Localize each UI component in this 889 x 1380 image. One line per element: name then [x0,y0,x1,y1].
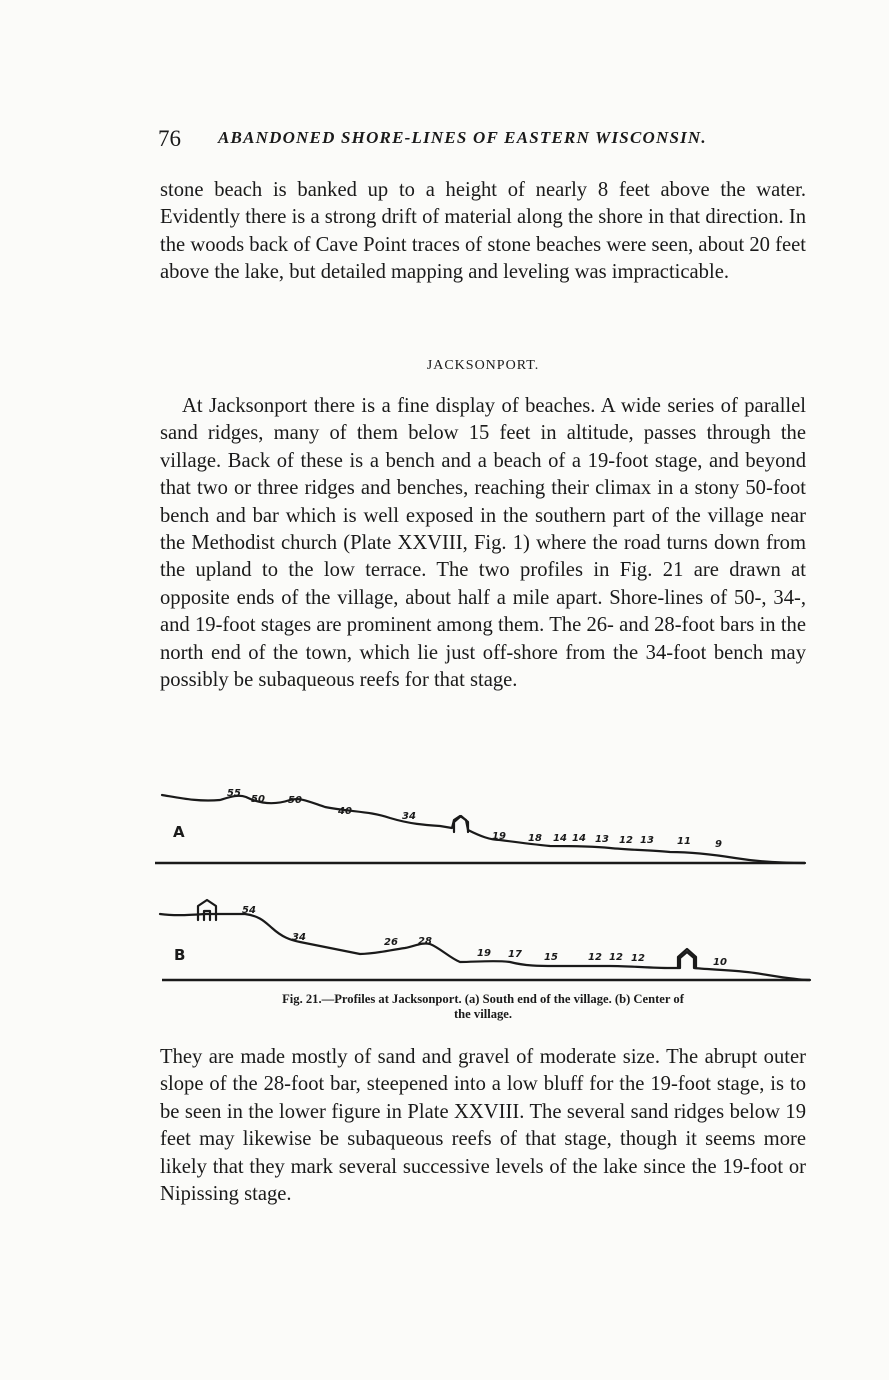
profile-a-elevation: 13 [640,835,654,846]
page-number: 76 [158,126,181,151]
profile-a-elevation: 18 [528,833,542,844]
profile-b-elevation: 12 [631,953,645,964]
figure-caption-line-1: Fig. 21.—Profiles at Jacksonport. (a) South end of the village. (b) Center of [282,992,684,1006]
profile-a-elevation: 13 [595,834,609,845]
figure-21-profiles [150,780,820,990]
profile-a-elevation: 40 [338,806,352,817]
section-heading: JACKSONPORT. [426,358,540,373]
running-title: ABANDONED SHORE-LINES OF EASTERN WISCONSIN. [218,128,707,147]
paragraph-sand-gravel: They are made mostly of sand and gravel of moderate size. The abrupt outer slope of the 28-foot bar, steepened into a low bluff for the 19-foot stage, is to be seen in the lower figure in Plate XXVIII. The several sand ridges below 19 feet may likewise be subaqueous reefs of that stage, though it seems more likely that they mark several successive levels of the lake since the 19-foot or Nipissing stage. [160,1046,806,1206]
profile-b-house-icon-left [198,900,216,920]
profile-b-elevation: 15 [544,952,558,963]
profile-b-elevation: 17 [508,949,522,960]
profile-b-elevation: 19 [477,948,491,959]
profile-a [155,788,805,863]
profile-b-label: B [174,946,186,964]
figure-caption [160,992,806,1022]
profile-b-elevation: 10 [713,957,727,968]
profile-drawing [150,780,820,990]
profile-a-elevation: 55 [227,788,241,799]
profile-a-ground-line [162,795,805,863]
page-header [158,124,818,154]
profile-a-elevation: 34 [402,811,416,822]
figure-caption-line-2: the village. [453,1007,513,1021]
profile-b-elevation: 34 [292,932,306,943]
profile-a-label: A [173,823,185,841]
profile-b-elevation: 12 [609,952,623,963]
profile-b-elevation: 12 [588,952,602,963]
paragraph-jacksonport: At Jacksonport there is a fine display of beaches. A wide series of parallel sand ridges, many of them below 15 feet in altitude, passes through the village. Back of these is a bench and a beach of a 19-foot stage, and beyond that two or three ridges and benches, reaching their climax in a stony 50-foot bench and bar which is well exposed in the southern part of the village near the Methodist church (Plate XXVIII, Fig. 1) where the road turns down from the upland to the low terrace. The two profiles in Fig. 21 are drawn at opposite ends of the village, about half a mile apart. Shore-lines of 50-, 34-, and 19-foot stages are prominent among them. The 26- and 28-foot bars in the north end of the town, which lie just off-shore from the 34-foot bench may possibly be subaqueous reefs for that stage. [160,395,806,692]
profile-b-elevation: 54 [242,905,256,916]
profile-a-elevation: 11 [677,836,691,847]
profile-a-elevation: 19 [492,831,506,842]
profile-a-elevation: 9 [715,839,722,850]
profile-a-elevation: 50 [288,795,302,806]
profile-b [160,900,810,980]
profile-a-elevation: 14 [572,833,586,844]
profile-a-elevation: 50 [251,794,265,805]
profile-a-elevation: 12 [619,835,633,846]
profile-b-elevation: 26 [384,937,398,948]
profile-b-ground-line [160,914,810,980]
profile-b-elevation: 28 [418,936,432,947]
paragraph-continued: stone beach is banked up to a height of nearly 8 feet above the water. Evidently there is a strong drift of material along the shore in that direction. In the woods back of Cave Point traces of stone beaches were seen, about 20 feet above the lake, but detailed mapping and leveling was impracticable. [160,179,806,284]
profile-a-elevation: 14 [553,833,567,844]
